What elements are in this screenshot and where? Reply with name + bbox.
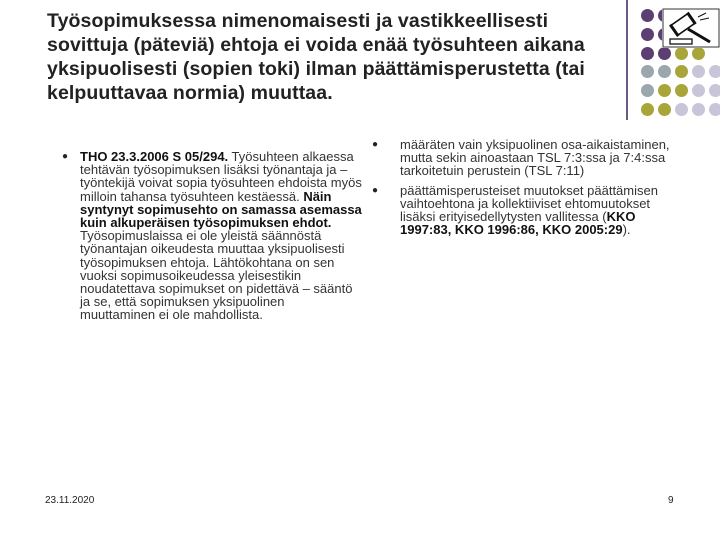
decor-dot — [658, 84, 671, 97]
decor-dot — [658, 103, 671, 116]
decor-dot — [641, 28, 654, 41]
bullet-icon: ● — [372, 139, 379, 150]
decor-dot — [709, 84, 720, 97]
decor-dot — [641, 84, 654, 97]
list-item — [62, 150, 362, 322]
decor-dot — [675, 84, 688, 97]
decor-dot — [692, 65, 705, 78]
case-references: KKO 1997:83, KKO 1996:86, KKO 2005:29 — [400, 209, 636, 238]
text-run: päättämisperusteiset muutokset päättämisen vaihtoehtona ja kollektiiviset ehtomuutokset lisäksi erityisedellytysten vallitessa ( — [400, 182, 658, 225]
decor-vertical-line — [626, 0, 628, 120]
case-reference: THO 23.3.2006 S 05/294. — [80, 149, 229, 164]
right-column — [372, 138, 672, 242]
page-number: 9 — [668, 495, 674, 506]
decor-dot — [675, 47, 688, 60]
decor-dot — [692, 84, 705, 97]
decor-dot — [709, 65, 720, 78]
slide-title: Työsopimuksessa nimenomaisesti ja vastikkeellisesti sovittuja (päteviä) ehtoja ei voida enää työsuhteen aikana yksipuolisesti (sopien toki) ilman päättämisperustetta (tai kelpuuttavaa normia) muuttaa. — [47, 10, 585, 104]
decor-dot — [641, 47, 654, 60]
decor-dot — [692, 103, 705, 116]
footer-date: 23.11.2020 — [45, 495, 95, 506]
list-item-text — [400, 184, 672, 237]
decor-dot — [641, 9, 654, 22]
decor-dot — [641, 65, 654, 78]
gavel-icon — [662, 8, 720, 48]
decor-dot — [641, 103, 654, 116]
decor-dot — [675, 65, 688, 78]
decor-dot — [709, 103, 720, 116]
list-item-text: määräten vain yksipuolinen osa-aikaistaminen, mutta sekin ainoastaan TSL 7:3:ssa ja 7:4:ssa tarkoitetuin perustein (TSL 7:11) — [400, 137, 670, 179]
text-run: Työsuhteen alkaessa tehtävän työsopimuksen lisäksi työnantaja ja –työntekijä voivat sopia työsuhteen ehdoista myös milloin tahansa työsuhteen kestäessä. — [80, 149, 362, 204]
decor-dot — [692, 47, 705, 60]
list-item-text — [80, 150, 362, 322]
decor-dot — [675, 103, 688, 116]
bold-statement: Näin syntynyt sopimusehto on samassa asemassa kuin alkuperäisen työsopimuksen ehdot. — [80, 188, 362, 231]
text-run: Työsopimuslaissa ei ole yleistä säännöstä työnantajan oikeudesta muuttaa yksipuolisesti työsopimuksen ehtoja. Lähtökohtana on sen vuoksi sopimusoikeudessa yleisestikin noudatettava sopimukset on pidettävä – sääntö ja se, että sopimuksen yksipuolinen muuttaminen ei ole mahdollista. — [80, 228, 353, 323]
bullet-icon: ● — [62, 151, 69, 162]
bullet-icon: ● — [372, 184, 379, 196]
text-run: ). — [622, 222, 631, 238]
left-column — [62, 150, 362, 328]
decor-dot — [658, 47, 671, 60]
list-item — [372, 184, 672, 237]
decor-dot — [658, 65, 671, 78]
list-item — [372, 138, 672, 178]
